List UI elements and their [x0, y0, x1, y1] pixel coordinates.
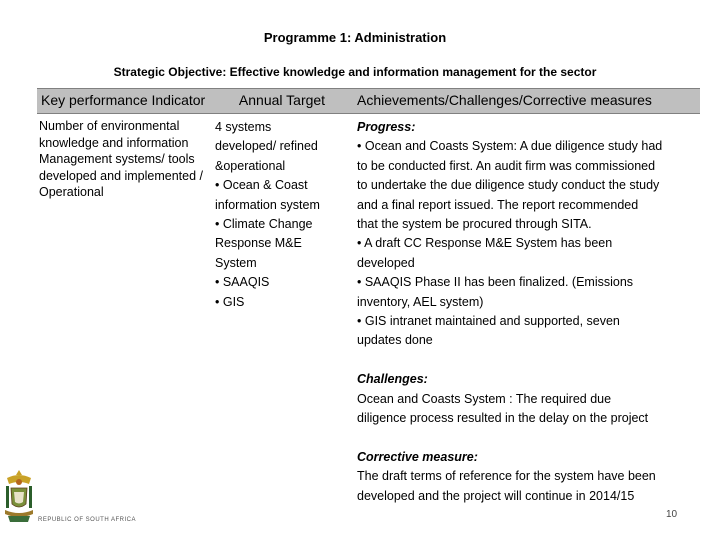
- target-line: System: [215, 255, 257, 270]
- spacer: [357, 428, 696, 447]
- target-line: • GIS: [215, 294, 245, 309]
- corrective-heading: Corrective measure:: [357, 449, 478, 464]
- header-achievements: Achievements/Challenges/Corrective measures: [353, 89, 700, 114]
- progress-line: • SAAQIS Phase II has been finalized. (Emissions: [357, 275, 634, 290]
- logo-caption: REPUBLIC OF SOUTH AFRICA: [38, 517, 137, 523]
- corrective-line: The draft terms of reference for the system have been: [357, 469, 656, 484]
- target-line: information system: [215, 197, 320, 212]
- progress-line: that the system be procured through SITA.: [357, 217, 592, 232]
- table-header-row: [37, 89, 700, 114]
- table-row: [37, 114, 700, 507]
- progress-line: inventory, AEL system): [357, 294, 484, 309]
- target-line: • SAAQIS: [215, 275, 270, 290]
- corrective-line: developed and the project will continue in 2014/15: [357, 488, 635, 503]
- progress-line: • GIS intranet maintained and supported, seven: [357, 314, 620, 329]
- target-line: 4 systems: [215, 120, 272, 134]
- progress-heading: Progress:: [357, 120, 416, 134]
- target-line: • Ocean & Coast: [215, 178, 308, 193]
- progress-line: and a final report issued. The report recommended: [357, 197, 639, 212]
- achievements-cell: [353, 114, 700, 507]
- progress-line: • A draft CC Response M&E System has been: [357, 236, 613, 251]
- progress-line: • Ocean and Coasts System: A due diligence study had: [357, 139, 663, 154]
- progress-line: to undertake the due diligence study conduct the study: [357, 178, 660, 193]
- challenges-line: Ocean and Coasts System : The required due: [357, 391, 612, 406]
- kpi-cell: Number of environmental knowledge and information Management systems/ tools developed and implemented / Operational: [39, 119, 204, 199]
- spacer: [357, 351, 696, 370]
- header-kpi: Key performance Indicator: [37, 89, 211, 114]
- kpi-table: [37, 88, 700, 506]
- progress-line: to be conducted first. An audit firm was commissioned: [357, 158, 656, 173]
- target-line: • Climate Change: [215, 217, 313, 232]
- header-annual-target: Annual Target: [211, 89, 353, 114]
- target-line: &operational: [215, 158, 286, 173]
- challenges-line: diligence process resulted in the delay on the project: [357, 411, 649, 426]
- slide-title: Programme 1: Administration: [263, 30, 447, 45]
- challenges-heading: Challenges:: [357, 372, 428, 387]
- coat-of-arms-icon: [2, 466, 36, 528]
- page-number: 10: [666, 509, 678, 520]
- target-cell: [211, 114, 353, 507]
- strategic-objective: Strategic Objective: Effective knowledge and information management for the sector: [113, 65, 597, 79]
- target-line: developed/ refined: [215, 139, 318, 154]
- progress-line: developed: [357, 255, 415, 270]
- progress-line: updates done: [357, 333, 433, 348]
- target-line: Response M&E: [215, 236, 302, 251]
